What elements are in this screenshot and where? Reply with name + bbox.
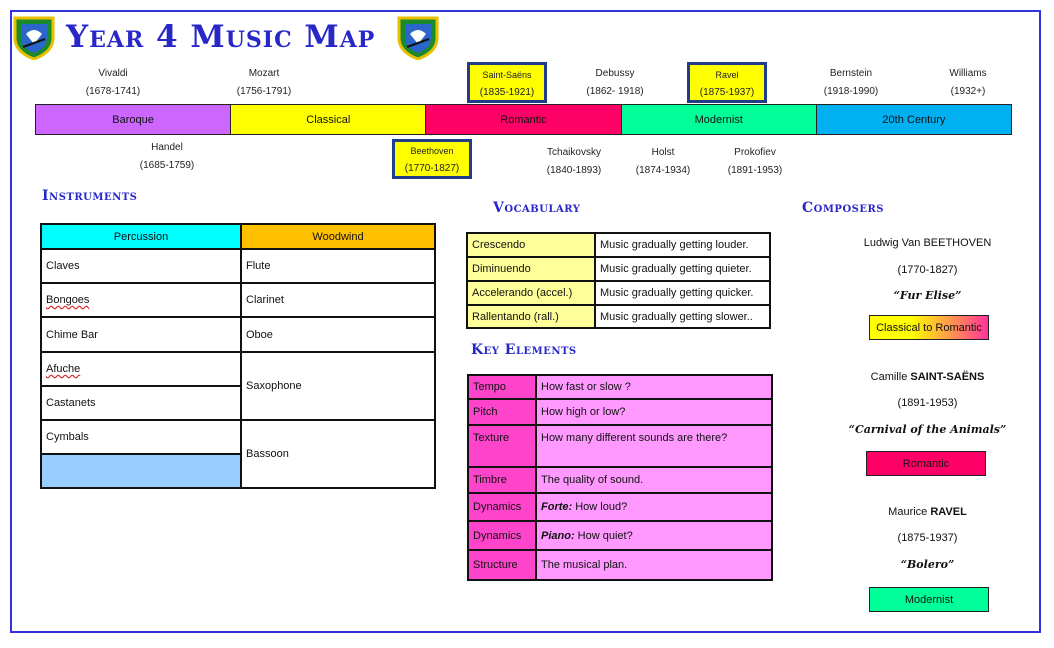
era-modernist: Modernist (622, 105, 817, 134)
key-term: Structure (468, 550, 536, 580)
timeline-composer: Debussy (1862- 1918) (586, 68, 644, 97)
era-classical: Classical (231, 105, 426, 134)
instruments-heading: Instruments (42, 188, 138, 204)
key-definition: The quality of sound. (536, 467, 772, 493)
table-cell: Castanets (41, 386, 241, 420)
table-cell: Cymbals (41, 420, 241, 454)
timeline-composer: Prokofiev (1891-1953) (727, 147, 783, 176)
table-cell: Flute (241, 249, 435, 283)
composer-dates: (1891-1953) (897, 397, 958, 409)
composer-dates: (1770-1827) (897, 264, 958, 276)
key-definition: How many different sounds are there? (536, 425, 772, 467)
key-definition: Forte: How loud? (536, 493, 772, 521)
school-crest-icon (13, 14, 55, 60)
vocab-definition: Music gradually getting slower.. (595, 305, 770, 328)
composer-work: “Bolero” (900, 558, 955, 571)
era-badge: Classical to Romantic (869, 315, 989, 340)
key-term: Tempo (468, 375, 536, 399)
composer-name: Ludwig Van BEETHOVEN (863, 237, 992, 249)
timeline-composer-highlighted: Saint-Saëns (1835-1921) (467, 62, 547, 103)
table-cell: Claves (41, 249, 241, 283)
vocab-term: Accelerando (accel.) (467, 281, 595, 305)
timeline-composer: Williams (1932+) (949, 68, 987, 97)
vocab-term: Rallentando (rall.) (467, 305, 595, 328)
key-definition: The musical plan. (536, 550, 772, 580)
percussion-header: Percussion (41, 224, 241, 249)
key-definition: How fast or slow ? (536, 375, 772, 399)
instruments-table (40, 223, 436, 489)
table-cell: Afuche (41, 352, 241, 386)
table-cell: Chime Bar (41, 317, 241, 352)
era-badge: Romantic (866, 451, 986, 476)
timeline-composer: Handel (1685-1759) (139, 142, 195, 171)
vocab-term: Diminuendo (467, 257, 595, 281)
era-badge: Modernist (869, 587, 989, 612)
vocab-term: Crescendo (467, 233, 595, 257)
key-definition: How high or low? (536, 399, 772, 425)
key-term: Texture (468, 425, 536, 467)
composer-dates: (1875-1937) (897, 532, 958, 544)
key-elements-table (467, 374, 773, 581)
key-term: Dynamics (468, 493, 536, 521)
era-baroque: Baroque (36, 105, 231, 134)
table-cell: Oboe (241, 317, 435, 352)
key-definition: Piano: How quiet? (536, 521, 772, 550)
key-term: Timbre (468, 467, 536, 493)
timeline-composer-highlighted: Beethoven (1770-1827) (392, 139, 472, 179)
timeline-composer: Holst (1874-1934) (635, 147, 691, 176)
timeline-composer: Mozart (1756-1791) (236, 68, 292, 97)
era-timeline (35, 104, 1012, 135)
page-title: Year 4 Music Map (66, 19, 376, 55)
table-cell: Bongoes (41, 283, 241, 317)
vocabulary-table (466, 232, 771, 329)
woodwind-header: Woodwind (241, 224, 435, 249)
vocab-definition: Music gradually getting quieter. (595, 257, 770, 281)
school-crest-icon (397, 14, 439, 60)
composer-work: “Fur Elise” (893, 289, 962, 302)
table-cell: Bassoon (241, 420, 435, 488)
composers-heading: Composers (802, 200, 885, 216)
timeline-composer: Vivaldi (1678-1741) (85, 68, 141, 97)
era-20th-century: 20th Century (817, 105, 1011, 134)
table-cell: Clarinet (241, 283, 435, 317)
composer-name: Camille SAINT-SAËNS (870, 371, 985, 383)
table-cell: Saxophone (241, 352, 435, 420)
vocab-definition: Music gradually getting quicker. (595, 281, 770, 305)
empty-cell (41, 454, 241, 488)
timeline-composer-highlighted: Ravel (1875-1937) (687, 62, 767, 103)
key-term: Pitch (468, 399, 536, 425)
composer-work: “Carnival of the Animals” (848, 423, 1007, 436)
vocab-definition: Music gradually getting louder. (595, 233, 770, 257)
key-term: Dynamics (468, 521, 536, 550)
timeline-composer: Tchaikovsky (1840-1893) (546, 147, 602, 176)
key-elements-heading: Key Elements (471, 342, 577, 358)
era-romantic: Romantic (426, 105, 621, 134)
vocabulary-heading: Vocabulary (493, 200, 581, 216)
timeline-composer: Bernstein (1918-1990) (823, 68, 879, 97)
composer-name: Maurice RAVEL (888, 506, 967, 518)
